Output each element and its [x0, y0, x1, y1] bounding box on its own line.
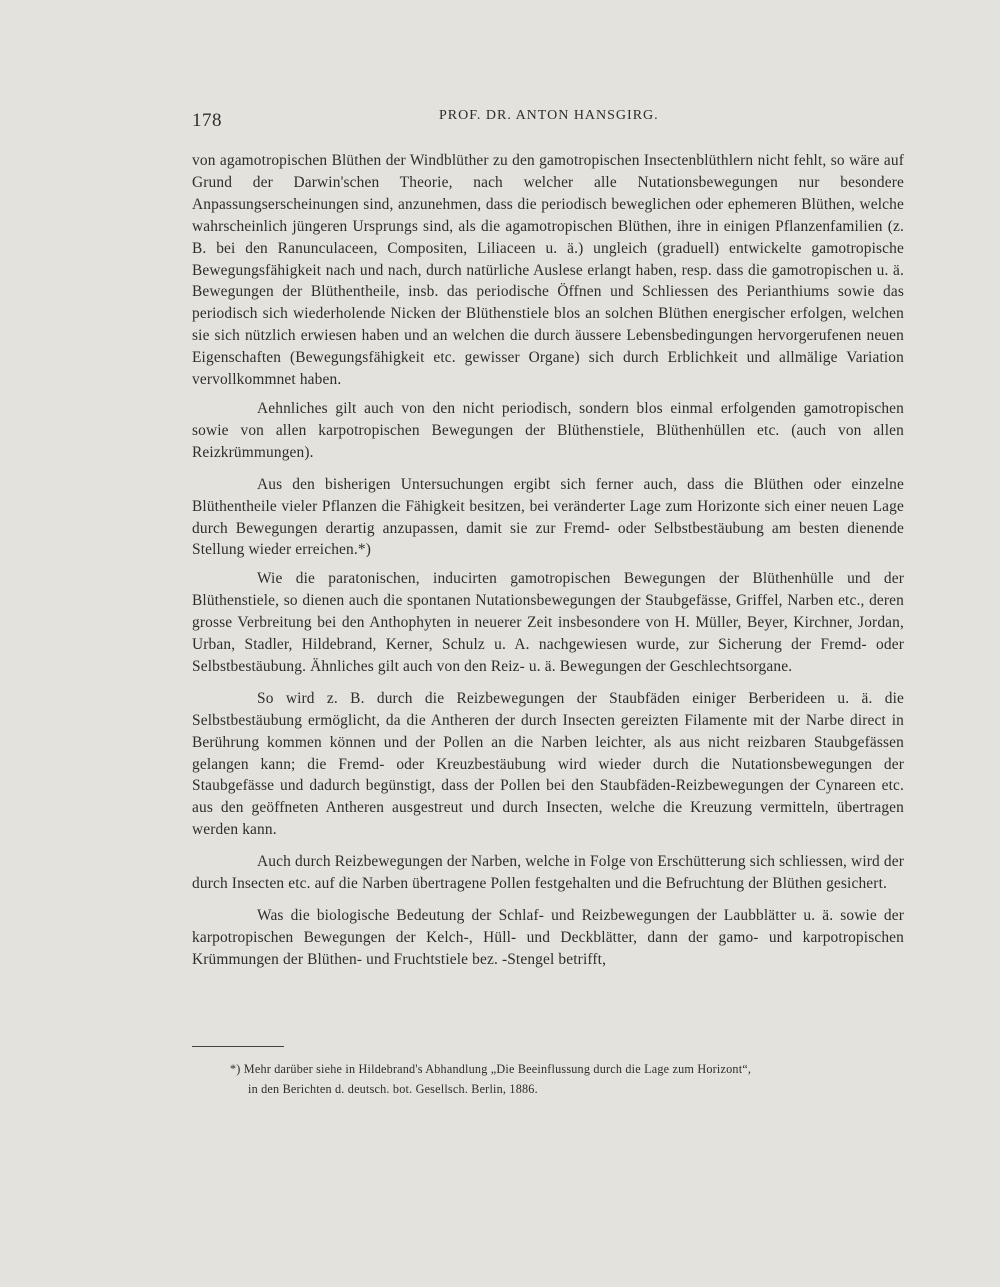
paragraph-biologische-bedeutung: Was die biologische Bedeutung der Schlaf- und Reizbewegungen der Laubblätter u. ä. sowie der karpotropischen Bewegungen der Kelch-, Hüll- und Deckblätter, dann der gamo- und karpotropischen Krümmungen der Blüthen- und Fruchtstiele bez. -Stengel betrifft, — [192, 907, 904, 968]
footnote-line-2: in den Berichten d. deutsch. bot. Gesellsch. Berlin, 1886. — [248, 1082, 538, 1096]
paragraph-paratonischen: Wie die paratonischen, inducirten gamotropischen Bewegungen der Blüthenhülle und der Blüthenstiele, so dienen auch die spontanen Nutationsbewegungen der Staubgefässe, Griffel, Narben etc., deren grosse Verbreitung bei den Anthophyten in neuerer Zeit insbesondere von H. Müller, Beyer, Kirchner, Jordan, Urban, Stadler, Hildebrand, Kerner, Schulz u. A. nachgewiesen wurde, zur Sicherung der Fremd- oder Selbstbestäubung. Ähnliches gilt auch von den Reiz- u. ä. Bewegungen der Geschlechtsorgane. — [192, 570, 904, 675]
page-number: 178 — [192, 110, 222, 131]
running-header — [192, 106, 904, 134]
footnote-divider — [192, 1046, 284, 1047]
paragraph-aehnliches: Aehnliches gilt auch von den nicht periodisch, sondern blos einmal erfolgenden gamotropischen sowie von allen karpotropischen Bewegungen der Blüthenstiele, Blüthenhüllen etc. (auch von allen Reizkrümmungen). — [192, 399, 904, 461]
paragraph-continuation: von agamotropischen Blüthen der Windblüther zu den gamotropischen Insectenblüthlern nicht fehlt, so wäre auf Grund der Darwin'schen Theorie, nach welcher alle Nutationsbewegungen nur besondere Anpassungserscheinungen sind, anzunehmen, dass die periodisch beweglichen oder ephemeren Blüthen, welche wahrscheinlich jüngeren Ursprungs sind, als die agamotropischen Blüthen, ihre in einigen Pflanzenfamilien (z. B. bei den Ranunculaceen, Compositen, Liliaceen u. ä.) ungleich (graduell) entwickelte gamotropische Bewegungsfähigkeit nach und nach, durch natürliche Auslese erlangt haben, resp. dass die gamotropischen u. ä. Bewegungen der Blüthentheile, insb. das periodische Öffnen und Schliessen des Perianthiums sowie das periodisch sich wiederholende Nicken der Blüthenstiele blos an solchen Blüthen energischer erfolgen, welchen sie sich nützlich erwiesen haben und an welchen die durch äussere Lebensbedingungen hervorgerufenen neuen Eigenschaften (Bewegungsfähigkeit etc. gewisser Organe) sich durch Erblichkeit und allmälige Variation vervollkommnet haben. — [192, 152, 904, 389]
body-text — [192, 150, 904, 971]
footnote-line-1: *) Mehr darüber siehe in Hildebrand's Abhandlung „Die Beeinflussung durch die Lage zum Horizont“, — [230, 1062, 752, 1076]
paragraph-staubfaeden: So wird z. B. durch die Reizbewegungen der Staubfäden einiger Berberideen u. ä. die Selbstbestäubung ermöglicht, da die Antheren der durch Insecten gereizten Filamente mit der Narbe direct in Berührung kommen können und der Pollen an die Narben leichter, als aus nicht reizbaren Staubgefässen gelangen kann; die Fremd- oder Kreuzbestäubung wird wieder durch die Nutationsbewegungen der Staubgefässe und dadurch begünstigt, dass der Pollen bei den Staubfäden-Reizbewegungen der Cynareen etc. aus den geöffneten Antheren ausgestreut und durch Insecten, welche die Kreuzung vermitteln, übertragen werden kann. — [192, 689, 904, 839]
paragraph-untersuchungen: Aus den bisherigen Untersuchungen ergibt sich ferner auch, dass die Blüthen oder einzelne Blüthentheile vieler Pflanzen die Fähigkeit besitzen, bei veränderter Lage zum Horizonte sich einer neuen Lage durch Bewegungen derartig anzupassen, damit sie zur Fremd- oder Selbstbestäubung am besten dienende Stellung wieder erreichen.*) — [192, 475, 904, 559]
paragraph-narben: Auch durch Reizbewegungen der Narben, welche in Folge von Erschütterung sich schliessen, wird der durch Insecten etc. auf die Narben übertragene Pollen festgehalten und die Befruchtung der Blüthen gesichert. — [192, 853, 904, 893]
running-title: PROF. DR. ANTON HANSGIRG. — [439, 108, 659, 123]
footnote — [230, 1059, 906, 1099]
